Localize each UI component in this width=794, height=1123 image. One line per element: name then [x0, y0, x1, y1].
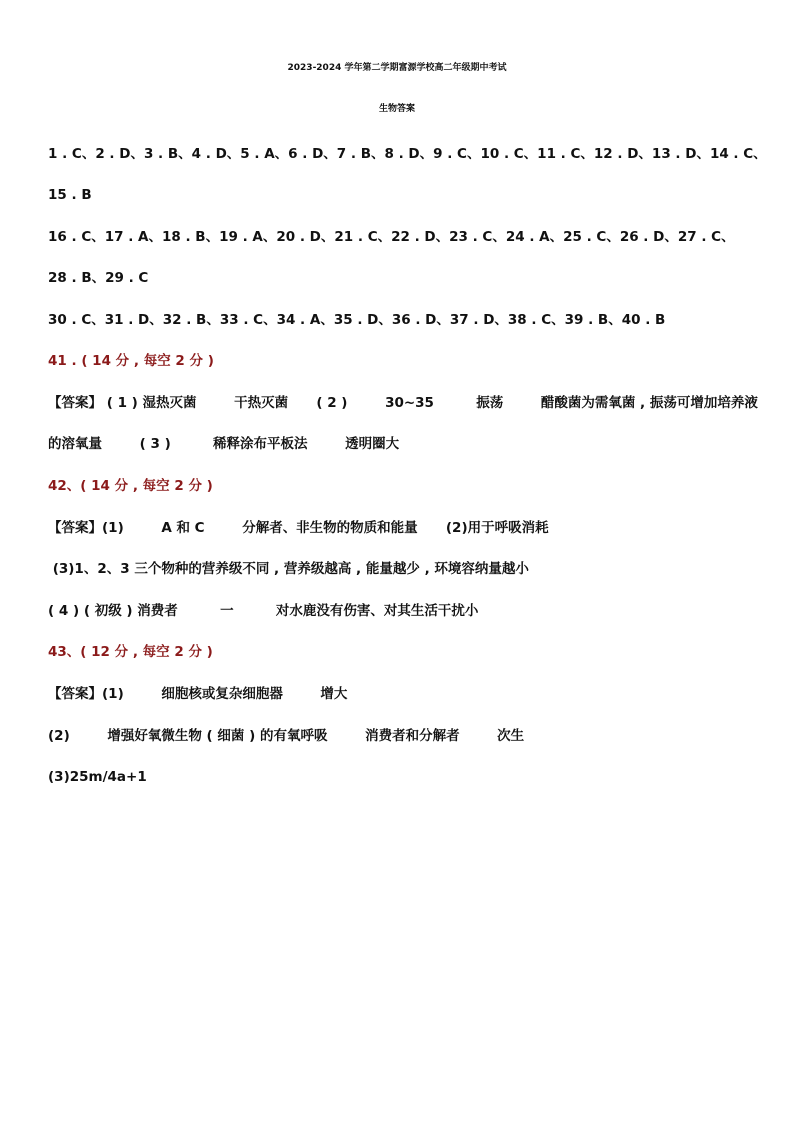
choice-answers-line-3: 16 . C、17 . A、18 . B、19 . A、20 . D、21 . C、22 . D、23 . C、24 . A、25 . C、26 . D、27 . C、 [48, 229, 735, 245]
q43-answer-line-2: (2) 增强好氧微生物 ( 细菌 ) 的有氧呼吸 消费者和分解者 次生 [48, 728, 525, 744]
q42-answer-line-2: (3)1、2、3 三个物种的营养级不同 , 营养级越高 , 能量越少 , 环境容纳量越小 [48, 561, 529, 577]
q42-answer-line-3: ( 4 ) ( 初级 ) 消费者 一 对水鹿没有伤害、对其生活干扰小 [48, 603, 479, 619]
choice-answers-line-1: 1 . C、2 . D、3 . B、4 . D、5 . A、6 . D、7 . B、8 . D、9 . C、10 . C、11 . C、12 . D、13 . D、14 . C、 [48, 146, 767, 162]
choice-answers-line-5: 30 . C、31 . D、32 . B、33 . C、34 . A、35 . D、36 . D、37 . D、38 . C、39 . B、40 . B [48, 312, 666, 328]
q42-answer-line-1: 【答案】(1) A 和 C 分解者、非生物的物质和能量 (2)用于呼吸消耗 [48, 520, 549, 536]
q41-answer-line-2: 的溶氧量 ( 3 ) 稀释涂布平板法 透明圈大 [48, 436, 400, 452]
q41-answer-line-1: 【答案】 ( 1 ) 湿热灭菌 干热灭菌 ( 2 ) 30~35 振荡 醋酸菌为需氧菌 , 振荡可增加培养液 [48, 395, 758, 411]
choice-answers-line-4: 28 . B、29 . C [48, 270, 149, 286]
q41-heading: 41 . ( 14 分 , 每空 2 分 ) [48, 353, 214, 369]
q43-answer-line-1: 【答案】(1) 细胞核或复杂细胞器 增大 [48, 686, 348, 702]
exam-title: 2023-2024 学年第二学期富源学校高二年级期中考试 [287, 63, 507, 73]
q43-heading: 43、( 12 分 , 每空 2 分 ) [48, 644, 213, 660]
exam-subtitle: 生物答案 [378, 104, 415, 114]
choice-answers-line-2: 15 . B [48, 187, 92, 203]
q43-answer-line-3: (3)25m/4a+1 [48, 769, 147, 785]
q42-heading: 42、( 14 分 , 每空 2 分 ) [48, 478, 213, 494]
